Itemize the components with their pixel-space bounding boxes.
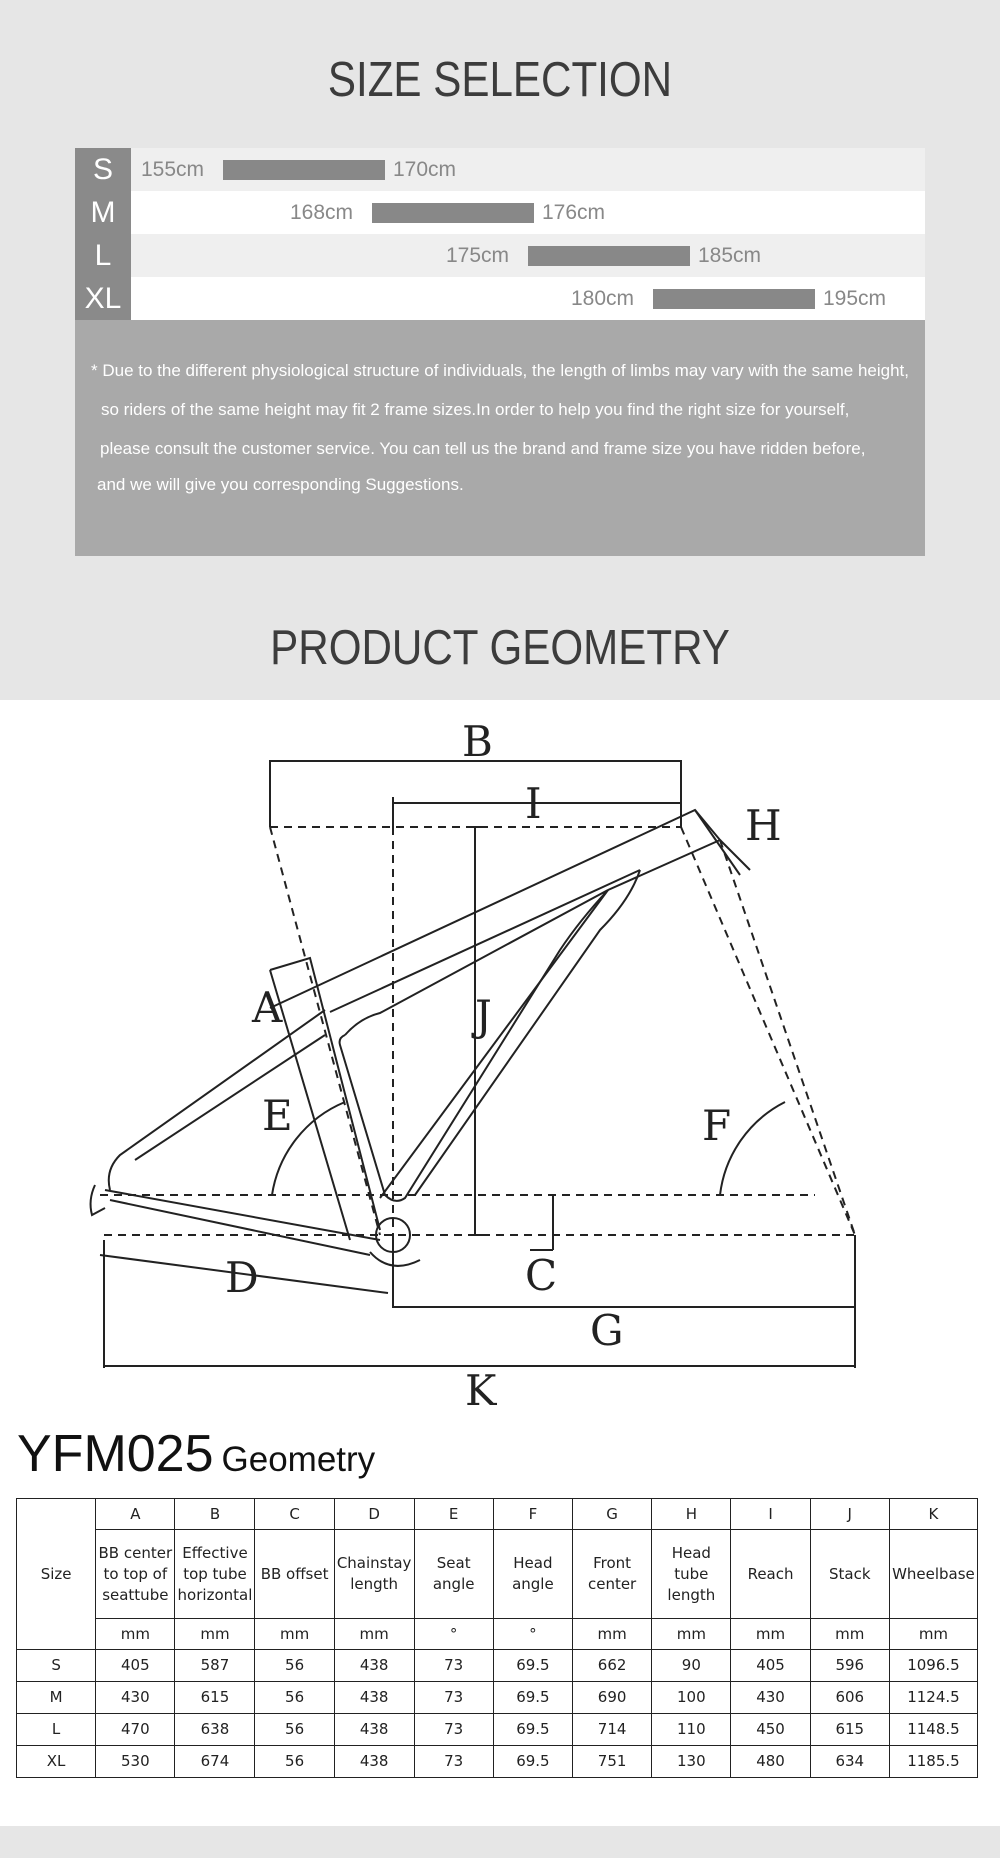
dim-label-h: H <box>745 801 782 850</box>
table-cell: 110 <box>652 1714 731 1746</box>
dimension-description: BB offset <box>255 1530 334 1619</box>
dimension-unit: mm <box>175 1619 255 1650</box>
row-size: L <box>17 1714 96 1746</box>
dimension-unit: mm <box>96 1619 175 1650</box>
size-row-xl <box>75 277 925 320</box>
table-cell: 1148.5 <box>889 1714 977 1746</box>
page-footer-band <box>0 1826 1000 1858</box>
geometry-table-title <box>17 1424 375 1484</box>
dim-label-c: C <box>525 1251 558 1300</box>
table-cell: 606 <box>810 1682 889 1714</box>
table-cell: 587 <box>175 1650 255 1682</box>
header-letter-row <box>17 1499 978 1530</box>
table-cell: 56 <box>255 1746 334 1778</box>
table-cell: 615 <box>810 1714 889 1746</box>
dimension-letter: E <box>414 1499 493 1530</box>
table-cell: 662 <box>573 1650 652 1682</box>
notice-line: * Due to the different physiological structure of individuals, the length of limbs may vary with the same height, <box>91 361 910 380</box>
size-range-bar <box>528 246 690 266</box>
row-size: XL <box>17 1746 96 1778</box>
dimension-unit: mm <box>255 1619 334 1650</box>
notice-line: and we will give you corresponding Suggestions. <box>97 475 464 494</box>
dimension-letter: D <box>334 1499 414 1530</box>
size-range-bar <box>372 203 534 223</box>
dim-label-b: B <box>462 717 493 766</box>
table-cell: 480 <box>731 1746 810 1778</box>
dimension-description: Chainstay length <box>334 1530 414 1619</box>
size-min-height: 180cm <box>571 287 635 310</box>
size-row-m <box>75 191 925 234</box>
table-row <box>17 1714 978 1746</box>
dimension-unit: mm <box>731 1619 810 1650</box>
table-cell: 73 <box>414 1650 493 1682</box>
dimension-unit: mm <box>810 1619 889 1650</box>
size-max-height: 176cm <box>542 201 606 224</box>
table-cell: 690 <box>573 1682 652 1714</box>
size-range-bar <box>223 160 385 180</box>
table-cell: 751 <box>573 1746 652 1778</box>
dimension-description: Effective top tube horizontal <box>175 1530 255 1619</box>
sizing-notice <box>75 320 925 556</box>
table-cell: 438 <box>334 1650 414 1682</box>
dimension-description: Head tube length <box>652 1530 731 1619</box>
table-row <box>17 1682 978 1714</box>
dimension-description: Wheelbase <box>889 1530 977 1619</box>
table-cell: 430 <box>96 1682 175 1714</box>
dimension-letter: I <box>731 1499 810 1530</box>
dim-label-e: E <box>262 1091 293 1140</box>
dim-label-f: F <box>702 1101 732 1150</box>
dim-label-k: K <box>465 1366 497 1415</box>
dimension-letter: F <box>493 1499 572 1530</box>
table-cell: 1124.5 <box>889 1682 977 1714</box>
table-cell: 450 <box>731 1714 810 1746</box>
dimension-letter: C <box>255 1499 334 1530</box>
dimension-description: BB center to top of seattube <box>96 1530 175 1619</box>
table-cell: 73 <box>414 1714 493 1746</box>
size-label: S <box>75 148 131 191</box>
table-cell: 56 <box>255 1714 334 1746</box>
dim-label-i: I <box>525 779 542 828</box>
dimension-unit: ° <box>493 1619 572 1650</box>
size-header: Size <box>17 1499 96 1650</box>
size-min-height: 155cm <box>141 158 205 181</box>
dimension-letter: A <box>96 1499 175 1530</box>
dimension-unit: mm <box>889 1619 977 1650</box>
size-max-height: 195cm <box>823 287 887 310</box>
table-cell: 405 <box>731 1650 810 1682</box>
dimension-letter: B <box>175 1499 255 1530</box>
size-label: M <box>75 191 131 234</box>
table-cell: 638 <box>175 1714 255 1746</box>
table-cell: 130 <box>652 1746 731 1778</box>
table-cell: 69.5 <box>493 1682 572 1714</box>
dimension-description: Head angle <box>493 1530 572 1619</box>
dimension-letter: J <box>810 1499 889 1530</box>
size-row-l <box>75 234 925 277</box>
table-cell: 56 <box>255 1682 334 1714</box>
table-cell: 674 <box>175 1746 255 1778</box>
dimension-unit: mm <box>334 1619 414 1650</box>
header-description-row <box>17 1530 978 1619</box>
table-cell: 596 <box>810 1650 889 1682</box>
size-min-height: 168cm <box>290 201 354 224</box>
model-number: YFM025 <box>17 1425 214 1483</box>
dimension-unit: mm <box>652 1619 731 1650</box>
size-max-height: 185cm <box>698 244 762 267</box>
table-cell: 1096.5 <box>889 1650 977 1682</box>
table-cell: 90 <box>652 1650 731 1682</box>
header-unit-row <box>17 1619 978 1650</box>
size-max-height: 170cm <box>393 158 457 181</box>
dimension-letter: K <box>889 1499 977 1530</box>
size-label: L <box>75 234 131 277</box>
table-cell: 615 <box>175 1682 255 1714</box>
table-cell: 634 <box>810 1746 889 1778</box>
table-cell: 73 <box>414 1682 493 1714</box>
table-cell: 405 <box>96 1650 175 1682</box>
size-range-bar <box>653 289 815 309</box>
dimension-description: Front center <box>573 1530 652 1619</box>
geometry-table <box>16 1498 978 1778</box>
dimension-letter: G <box>573 1499 652 1530</box>
table-cell: 714 <box>573 1714 652 1746</box>
dimension-unit: mm <box>573 1619 652 1650</box>
size-row-s <box>75 148 925 191</box>
table-cell: 438 <box>334 1714 414 1746</box>
product-geometry-title: PRODUCT GEOMETRY <box>270 621 730 675</box>
dimension-description: Reach <box>731 1530 810 1619</box>
model-title-suffix: Geometry <box>221 1440 376 1479</box>
table-row <box>17 1650 978 1682</box>
dim-label-g: G <box>590 1306 624 1355</box>
row-size: M <box>17 1682 96 1714</box>
size-chart <box>75 148 925 320</box>
table-cell: 430 <box>731 1682 810 1714</box>
dimension-letter: H <box>652 1499 731 1530</box>
notice-line: please consult the customer service. You can tell us the brand and frame size you have ridden before, <box>100 439 866 458</box>
dimension-unit: ° <box>414 1619 493 1650</box>
size-selection-title: SIZE SELECTION <box>327 53 673 107</box>
row-size: S <box>17 1650 96 1682</box>
table-cell: 100 <box>652 1682 731 1714</box>
table-cell: 69.5 <box>493 1714 572 1746</box>
table-cell: 69.5 <box>493 1746 572 1778</box>
table-cell: 470 <box>96 1714 175 1746</box>
dim-label-d: D <box>225 1253 259 1302</box>
table-row <box>17 1746 978 1778</box>
size-min-height: 175cm <box>446 244 510 267</box>
dim-label-a: A <box>252 983 283 1032</box>
dimension-description: Stack <box>810 1530 889 1619</box>
table-cell: 438 <box>334 1746 414 1778</box>
dim-label-j: J <box>475 991 492 1040</box>
notice-line: so riders of the same height may fit 2 frame sizes.In order to help you find the right size for yourself, <box>101 400 850 419</box>
frame-geometry-diagram <box>0 700 1000 1420</box>
table-cell: 530 <box>96 1746 175 1778</box>
table-cell: 69.5 <box>493 1650 572 1682</box>
table-cell: 1185.5 <box>889 1746 977 1778</box>
table-cell: 438 <box>334 1682 414 1714</box>
table-cell: 73 <box>414 1746 493 1778</box>
dimension-description: Seat angle <box>414 1530 493 1619</box>
size-label: XL <box>75 277 131 320</box>
table-cell: 56 <box>255 1650 334 1682</box>
